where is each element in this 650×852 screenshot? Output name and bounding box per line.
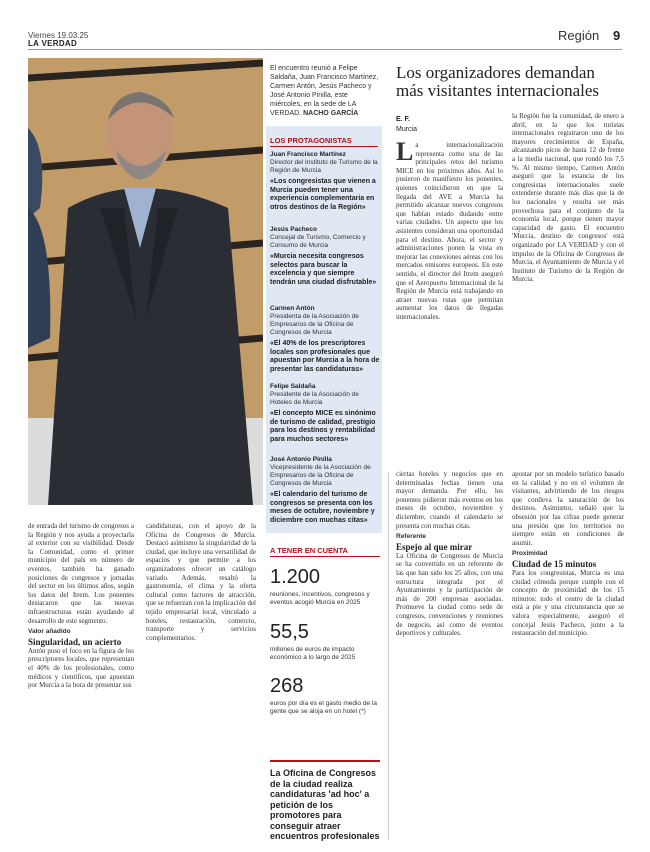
protagonist-name: Felipe Saldaña <box>270 383 316 390</box>
protagonist-quote: «El concepto MICE es sinónimo de turismo de calidad, prestigio para los destinos y rentabilidad para muchos sectores» <box>270 410 376 443</box>
subhead: Espejo al que mirar <box>396 541 473 552</box>
protagonist-name: José Antonio Pinilla <box>270 456 332 463</box>
protagonist-quote: «Los congresistas que vienen a Murcia pueden tener una experiencia complementaria en otros destinos de la Región» <box>270 178 376 211</box>
protagonist-role: Concejal de Turismo, Comercio y Consumo de Murcia <box>270 234 366 249</box>
protagonists-title: LOS PROTAGONISTAS <box>270 136 352 145</box>
body-text: La Oficina de Congresos de Murcia se ha convertido en un referente de las que han sido los 25 años, con una estructura integrada por el Ayuntamiento y la participación de más de 200 empresas asociadas. Promueve la ciudad como sede de congresos, convenciones y reuniones de negocio, así como de eventos deportivos y culturales. <box>396 551 503 638</box>
protagonist-quote: «Murcia necesita congresos selectos para buscar la excelencia y que siempre tendrán una ciudad disfrutable» <box>270 253 377 286</box>
key-figures-title: A TENER EN CUENTA <box>270 546 348 555</box>
protagonist-card <box>270 456 380 525</box>
protagonist-card <box>270 383 380 444</box>
protagonist-role: Presidenta de la Asociación de Empresarios de la Oficina de Congresos de Murcia <box>270 313 359 336</box>
subhead-kicker: Valor añadido <box>28 628 71 636</box>
article-column-2: la Región fue la comunidad, de enero a abril, en la que los turistas internacionales registraron uno de los mayores crecimientos de España, alcanzando picos de hasta 12 de frente a la media nacional, que rondó los 7,5 %. Al mismo tiempo, Carmen Antón aseguró que la estancia de los congresistas internacionales suele extenderse durante más días que la de los nacionales y resulta ser más provechosa para el conjunto de la economía local, porque tienen mayor capacidad de gasto. El encuentro 'Murcia, destino de congresos' está organizado por LA VERDAD y con el impulso de la Oficina de Congresos de Murcia, el Ayuntamiento de Murcia y el Instituto de Turismo de la Región de Murcia. <box>512 112 624 284</box>
stat-value: 1.200 <box>270 566 321 588</box>
protagonist-quote: «El 40% de los prescriptores locales son profesionales que apuestan por Murcia a la hora de presentar las candidaturas» <box>270 340 380 373</box>
article-column-4 <box>512 470 624 638</box>
main-story-column-2: candidaturas, con el apoyo de la Oficina de Congresos de Murcia. Destacó asimismo la singularidad de la ciudad, que incluye una versatilidad de espacios y que permite a los organizadores ofrecer un catálogo variado. Además, resaltó la gastronomía, el clima y la oferta cultural como factores de atracción, que se refuerzan con la implicación del tejido empresarial local, vinculado a hoteles, restauración, comercio, transporte y servicios complementarios. <box>146 522 256 642</box>
key-figures-rule <box>270 556 380 557</box>
protagonist-name: Juan Francisco Martínez <box>270 151 346 158</box>
caption-text: El encuentro reunió a Felipe Saldaña, Juan Francisco Martínez, Carmen Antón, Jesús Pacheco y José Antonio Pinilla, este miércoles, en la sede de LA VERDAD. <box>270 65 379 117</box>
protagonist-name: Jesús Pacheco <box>270 226 317 233</box>
subhead: Ciudad de 15 minutos <box>512 558 597 569</box>
protagonist-card <box>270 305 380 374</box>
stat-value: 268 <box>270 675 304 697</box>
protagonist-role: Presidente de la Asociación de Hoteles de Murcia <box>270 391 359 406</box>
stat-value: 55,5 <box>270 621 309 643</box>
newspaper-name: LA VERDAD <box>28 39 78 48</box>
stat-description: euros por día es el gasto medio de la gente que se aloja en un hotel (*) <box>270 700 377 715</box>
body-text: Antón puso el foco en la figura de los prescriptores locales, que representan el 40% de los profesionales, como médicos y científicos, que apuestan por Murcia a la hora de presentar sus <box>28 646 134 690</box>
event-photo <box>28 58 263 505</box>
stat-description: reuniones, incentivos, congresos y eventos acogió Murcia en 2025 <box>270 591 370 606</box>
protagonist-card <box>270 226 380 287</box>
protagonist-role: Director del Instituto de Turismo de la Región de Murcia <box>270 159 378 174</box>
article-column-1 <box>396 137 503 321</box>
issue-date: Viernes 19.03.25 <box>28 31 89 40</box>
protagonist-name: Carmen Antón <box>270 305 315 312</box>
protagonist-quote: «El calendario del turismo de congresos se presenta con los meses de octubre, noviembre y diciembre con muchas citas» <box>270 491 375 524</box>
protagonists-rule <box>270 146 378 147</box>
protagonist-role: Vicepresidente de la Asociación de Empresarios de la Oficina de Congresos de Murcia <box>270 464 371 487</box>
article-author: E. F. <box>396 116 411 123</box>
callout-rule <box>270 760 380 762</box>
body-text: Para los congresistas, Murcia es una ciudad cómoda porque cumple con el concepto de proximidad de los 15 minutos: todo el centro de la ciudad está a pie y una circunstancia que se valora especialmente, aseguró el concejal Jesús Pacheco, junto a la restauración del municipio. <box>512 568 624 638</box>
caption-credit: NACHO GARCÍA <box>303 110 359 117</box>
article-headline: Los organizadores demandan más visitantes internacionales <box>396 63 599 100</box>
header-rule <box>28 49 622 50</box>
section-title: Región <box>558 28 600 43</box>
body-text: de entrada del turismo de congresos a la Región y nos ayuda a proyectarla al exterior con su visibilidad. Desde la Comunidad, como el primer municipio del país en número de eventos, también ha ganado posiciones de congresos y jornadas del sector en los últimos años, según los datos del Itrem. Los ponentes destacaron que las nuevas infraestructuras están ayudando al desarrollo de este segmento. <box>28 522 134 625</box>
protagonist-card <box>270 151 380 212</box>
article-location: Murcia <box>396 126 418 133</box>
article-column-3 <box>396 470 503 638</box>
body-text: ciertas hoteles y negocios que en determinadas fechas tienen una mayor demanda. Por ello, los ponentes pidieron más eventos en los meses de octubre, noviembre y diciembre, cuando el calendario se presenta con muchas citas. <box>396 470 503 530</box>
column-divider <box>388 472 389 840</box>
subhead-kicker: Proximidad <box>512 550 548 558</box>
photo-caption <box>270 64 380 118</box>
subhead: Singularidad, un acierto <box>28 636 122 647</box>
subhead-kicker: Referente <box>396 533 426 541</box>
pull-quote: La Oficina de Congresos de la ciudad realiza candidaturas 'ad hoc' a petición de los promotores para conseguir atraer encuentros profesionales <box>270 768 380 841</box>
page-number: 9 <box>613 28 621 43</box>
stat-description: millones de euros de impacto económico a lo largo de 2025 <box>270 646 356 661</box>
body-text: apostar por un modelo turístico basado en la calidad y no en el volumen de visitantes, advirtiendo de los riesgos que conlleva la saturación de los destinos. Asimismo, señaló que la obsesión por las cifras puede generar una presión que los territorios no siempre están en condiciones de asumir. <box>512 470 624 547</box>
photo-illustration <box>28 58 263 505</box>
article-column-1-text: a internacionalización representa como una de las principales retos del turismo MICE en los próximos años. Así lo pusieron de manifiesto los ponentes, quienes coincidieron en que la llegada del AVE a Murcia ha permitido alcanzar nuevos congresos que habían estado dudando entre varias ciudades. Un aspecto que los asistentes consideran una oportunidad para el destino. Ahora, el sector y administraciones ponen la vista en mejorar las conexiones aéreas con los mercados emisores europeos. En este sentido, el director del Itrem aseguró que el Aeropuerto Internacional de la Región de Murcia está trabajando en atraer nuevas rutas que permitan aumentar los datos de llegadas internacionales. <box>396 141 503 321</box>
main-story-column-1 <box>28 522 134 690</box>
drop-cap: L <box>396 137 414 166</box>
